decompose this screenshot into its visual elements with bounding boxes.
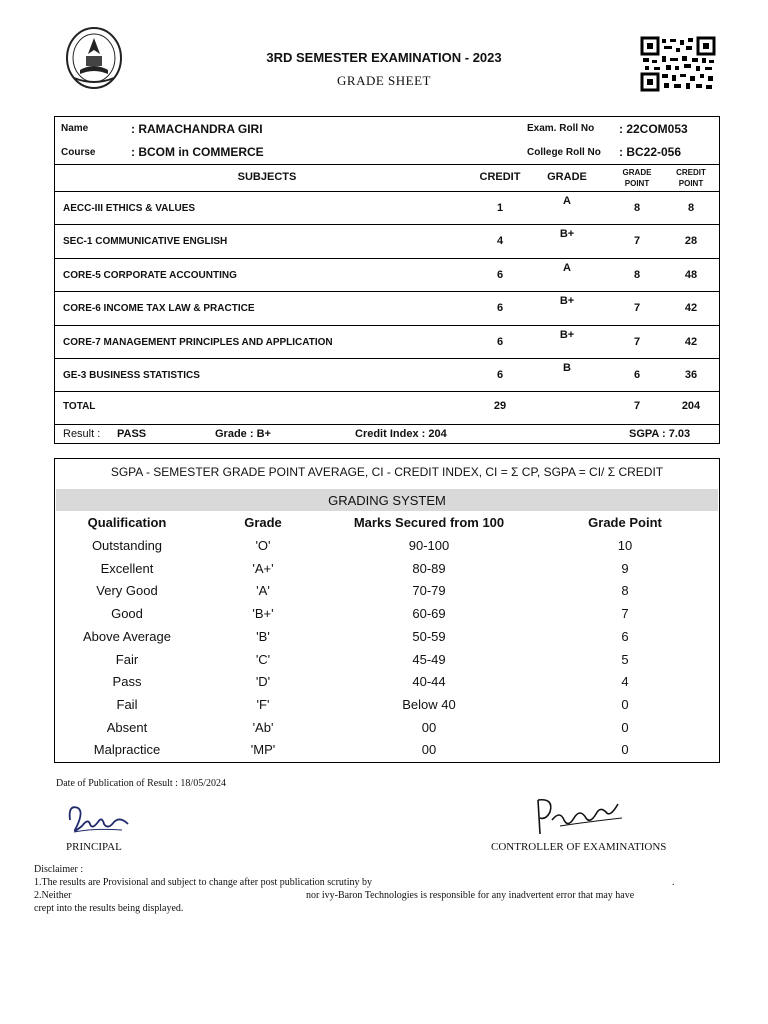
grading-cell: 0: [621, 696, 629, 712]
result-grade: Grade : B+: [215, 428, 271, 440]
grading-cell: 'A': [256, 583, 270, 599]
grading-cell: 8: [621, 583, 629, 599]
controller-label: CONTROLLER OF EXAMINATIONS: [491, 841, 667, 853]
disclaimer-line-2c: crept into the results being displayed.: [34, 903, 184, 914]
qualification-header: Qualification: [87, 515, 167, 530]
credit-header: CREDIT: [479, 171, 521, 183]
grading-cell: 40-44: [412, 674, 446, 690]
exam-roll-label: Exam. Roll No: [527, 123, 595, 134]
subject-credit: 4: [496, 235, 504, 247]
subject-credit: 6: [496, 302, 504, 314]
total-label: TOTAL: [63, 401, 96, 412]
grading-cell: 6: [621, 628, 629, 644]
subject-name: AECC-III ETHICS & VALUES: [63, 203, 196, 214]
grading-cell: Fail: [116, 696, 138, 712]
grading-cell: 'F': [256, 696, 270, 712]
disclaimer-line-2a: 2.Neither: [34, 890, 72, 901]
grading-cell: 'O': [255, 538, 271, 553]
grading-cell: 50-59: [412, 628, 446, 644]
grading-cell: 00: [421, 742, 437, 758]
credit-point-header: CREDIT POINT: [676, 168, 706, 188]
subject-name: CORE-6 INCOME TAX LAW & PRACTICE: [63, 303, 255, 314]
grading-cell: 'Ab': [252, 719, 274, 735]
grade-point-col-header: Grade Point: [588, 515, 662, 530]
student-name: : RAMACHANDRA GIRI: [131, 122, 263, 136]
grading-cell: 'MP': [250, 742, 276, 758]
grading-cell: Below 40: [402, 696, 456, 712]
disclaimer-line-1: 1.The results are Provisional and subject to change after post publication scrutiny by: [34, 877, 372, 888]
grading-legend: SGPA - SEMESTER GRADE POINT AVERAGE, CI - CREDIT INDEX, CI = Σ CP, SGPA = CI/ Σ CREDIT: [110, 465, 664, 479]
grading-cell: 5: [621, 651, 629, 667]
grading-cell: 'D': [255, 674, 271, 690]
controller-signature: [530, 790, 630, 840]
grade-table: [54, 116, 720, 444]
course-label: Course: [61, 147, 96, 158]
grading-cell: Excellent: [100, 560, 154, 576]
subject-grade: B: [563, 362, 571, 374]
name-label: Name: [61, 123, 89, 134]
subjects-header: SUBJECTS: [237, 171, 297, 183]
grading-cell: 'B+': [252, 606, 274, 622]
subject-credit: 1: [496, 202, 504, 214]
credit-index: Credit Index : 204: [355, 428, 447, 440]
marks-header: Marks Secured from 100: [353, 515, 505, 530]
grading-cell: 10: [617, 538, 633, 553]
grade-point-header: GRADE POINT: [622, 168, 652, 188]
college-roll-label: College Roll No: [527, 147, 601, 158]
exam-title: 3RD SEMESTER EXAMINATION - 2023: [266, 50, 502, 65]
total-credit: 29: [493, 400, 507, 412]
grading-cell: 0: [621, 742, 629, 758]
grading-cell: Above Average: [83, 628, 171, 644]
subject-credit-point: 42: [684, 302, 698, 314]
sgpa-value: SGPA : 7.03: [629, 428, 691, 440]
exam-roll-value: : 22COM053: [619, 122, 688, 136]
grading-cell: 'A+': [252, 560, 274, 576]
disclaimer-line-2b: nor ivy-Baron Technologies is responsible for any inadvertent error that may have: [306, 890, 635, 901]
grading-cell: 00: [421, 719, 437, 735]
subject-credit-point: 42: [684, 336, 698, 348]
subject-grade-point: 7: [633, 336, 641, 348]
grading-cell: Malpractice: [93, 742, 161, 758]
subject-grade: A: [563, 262, 571, 274]
subject-grade: B+: [559, 295, 575, 307]
subject-credit-point: 8: [687, 202, 695, 214]
subject-name: CORE-7 MANAGEMENT PRINCIPLES AND APPLICATION: [63, 337, 333, 348]
course-name: : BCOM in COMMERCE: [131, 145, 264, 159]
grade-col-header: Grade: [244, 515, 282, 530]
subject-credit: 6: [496, 369, 504, 381]
grading-cell: 0: [621, 719, 629, 735]
subject-credit-point: 48: [684, 269, 698, 281]
subject-grade: B+: [559, 329, 575, 341]
grading-cell: Very Good: [96, 583, 158, 599]
subject-credit-point: 28: [684, 235, 698, 247]
subject-name: GE-3 BUSINESS STATISTICS: [63, 370, 200, 381]
disclaimer-title: Disclaimer :: [34, 864, 84, 875]
grading-cell: 7: [621, 606, 629, 622]
grading-cell: 70-79: [412, 583, 446, 599]
university-logo: [64, 26, 124, 90]
qr-code-icon: [640, 36, 716, 92]
total-grade-point: 7: [633, 400, 641, 412]
grading-cell: 45-49: [412, 651, 446, 667]
principal-label: PRINCIPAL: [66, 841, 122, 853]
subject-credit: 6: [496, 336, 504, 348]
disclaimer-line-1-end: .: [672, 877, 675, 888]
grade-sheet-subtitle: GRADE SHEET: [337, 73, 431, 88]
result-label: Result :: [63, 428, 101, 440]
result-value: PASS: [117, 428, 147, 440]
grading-title: GRADING SYSTEM: [328, 493, 446, 508]
grading-cell: Outstanding: [91, 538, 163, 553]
subject-name: CORE-5 CORPORATE ACCOUNTING: [63, 270, 237, 281]
grading-cell: Fair: [115, 651, 139, 667]
grading-cell: Good: [111, 606, 143, 622]
grading-cell: 4: [621, 674, 629, 690]
subject-grade-point: 7: [633, 235, 641, 247]
grading-cell: 90-100: [408, 538, 450, 553]
grading-cell: 9: [621, 560, 629, 576]
subject-grade-point: 7: [633, 302, 641, 314]
grading-cell: 'C': [255, 651, 271, 667]
subject-credit-point: 36: [684, 369, 698, 381]
subject-credit: 6: [496, 269, 504, 281]
college-roll-value: : BC22-056: [619, 145, 682, 159]
grading-system-table: [54, 458, 720, 763]
subject-grade-point: 8: [633, 202, 641, 214]
publication-date: Date of Publication of Result : 18/05/2024: [56, 778, 226, 789]
subject-grade-point: 8: [633, 269, 641, 281]
subject-grade: A: [563, 195, 571, 207]
grading-cell: 'B': [256, 628, 270, 644]
grading-cell: 60-69: [412, 606, 446, 622]
subject-name: SEC-1 COMMUNICATIVE ENGLISH: [63, 236, 228, 247]
principal-signature: [64, 798, 134, 838]
grading-cell: 80-89: [412, 560, 446, 576]
grading-cell: Absent: [106, 719, 148, 735]
grading-cell: Pass: [112, 674, 142, 690]
subject-grade-point: 6: [633, 369, 641, 381]
total-credit-point: 204: [681, 400, 701, 412]
subject-grade: B+: [559, 228, 575, 240]
grade-header: GRADE: [547, 171, 587, 183]
